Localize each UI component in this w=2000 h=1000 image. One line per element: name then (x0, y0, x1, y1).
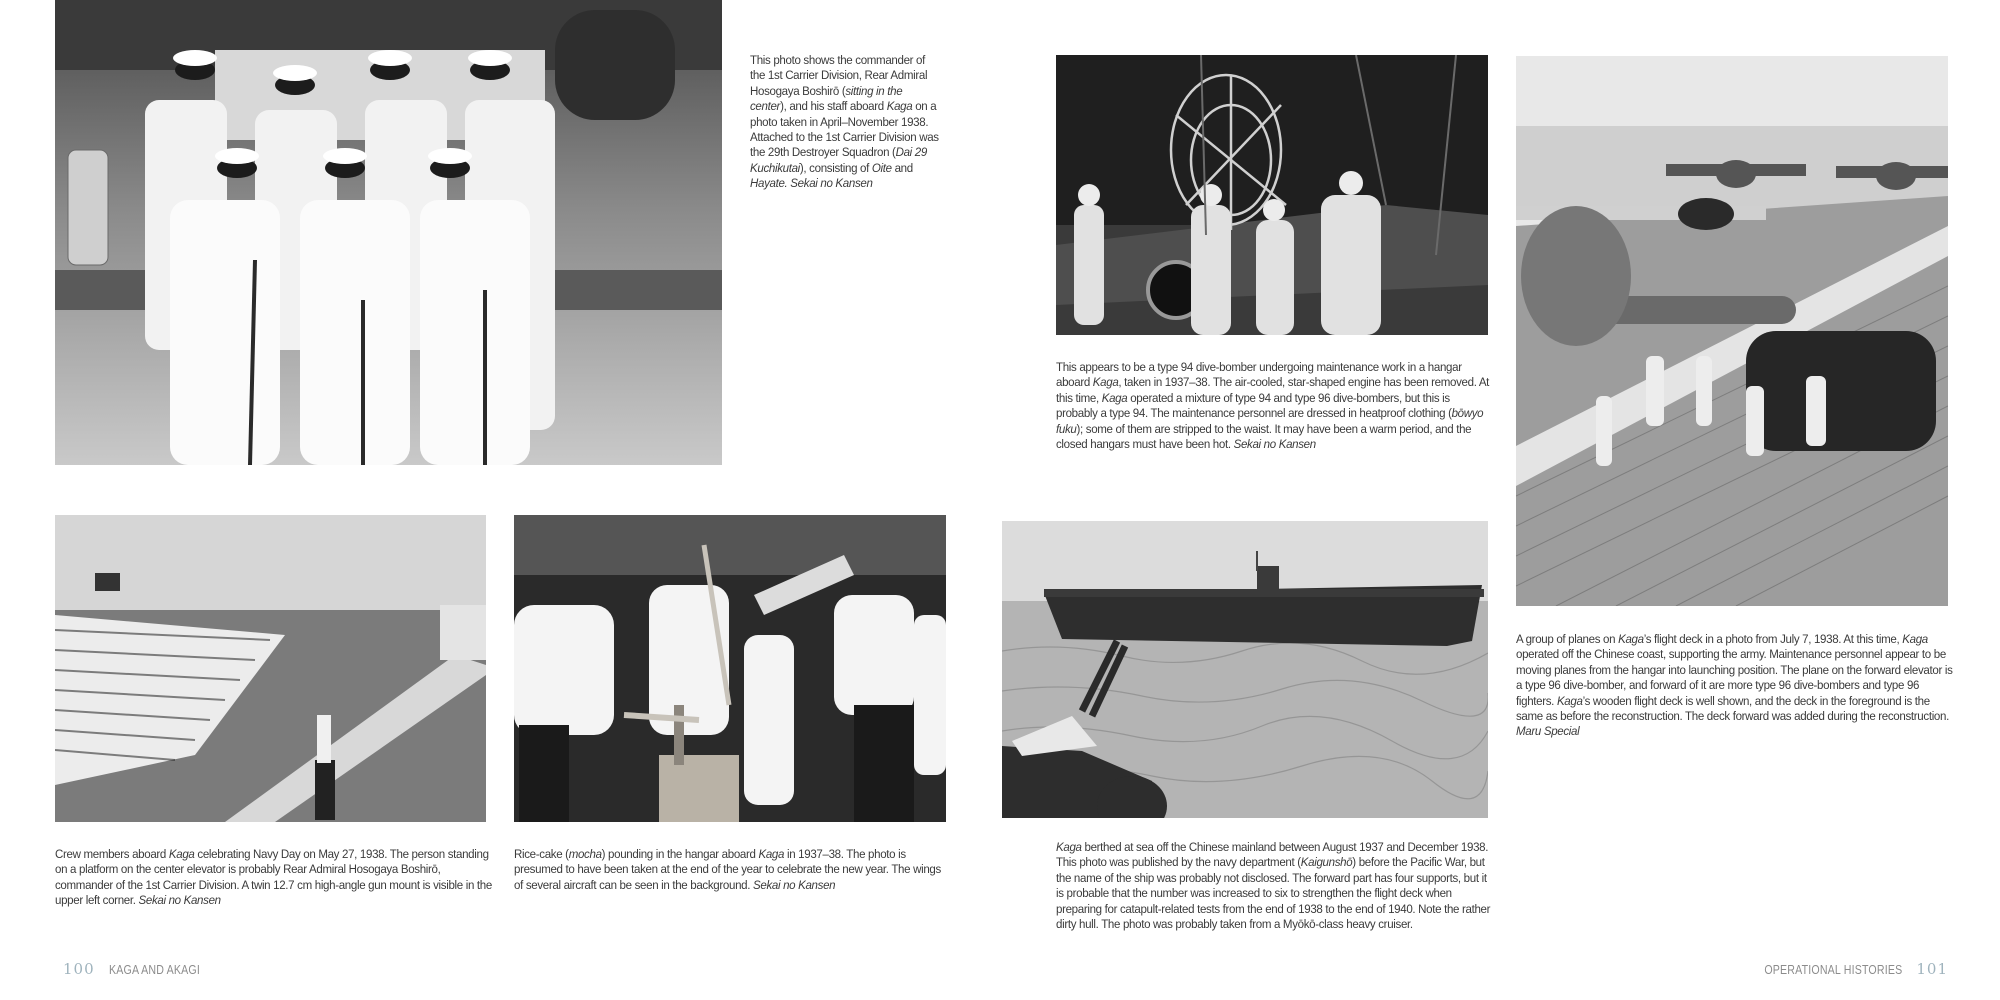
caption-text: in 1937–38. The photo is presumed to have been taken at the end of the year to celebrate the new year. The wings of several aircraft can be seen in the background. (514, 847, 941, 892)
running-head-left: KAGA AND AKAGI (108, 963, 200, 977)
caption-text: ), consisting of (799, 160, 872, 175)
photo-hangar (1056, 55, 1488, 335)
caption-italic: Maru Special (1516, 724, 1580, 739)
left-page-footer (63, 960, 216, 978)
caption-italic: Kaga (758, 847, 785, 861)
caption-navy-day (55, 847, 497, 909)
caption-italic: Kaga (1618, 632, 1644, 646)
page-number-left: 100 (63, 960, 95, 978)
page-number-right: 101 (1916, 960, 1948, 978)
navy-day-photo-graphic (55, 515, 486, 822)
caption-italic: sitting in the center (750, 83, 903, 114)
caption-italic: Kaga (1092, 375, 1119, 390)
caption-italic: Kaigunshō (1300, 855, 1353, 870)
caption-italic: Sekai no Kansen (1233, 437, 1316, 452)
ship-photo-graphic (1002, 521, 1488, 818)
caption-hangar (1056, 360, 1493, 452)
caption-text: Rice-cake ( (514, 847, 569, 861)
officers-photo-graphic (55, 0, 722, 465)
caption-italic: Hayate. Sekai no Kansen (750, 176, 873, 191)
caption-text: and (891, 160, 913, 175)
right-page-footer (1740, 960, 1948, 978)
caption-text: , taken in 1937–38. The air-cooled, star-shaped engine has been removed. At this time, (1056, 375, 1490, 405)
photo-officers (55, 0, 722, 465)
hangar-photo-graphic (1056, 55, 1488, 335)
caption-text: ) before the Pacific War, but the name of the ship was probably not disclosed. The forward part has four supports, but it is probable that the number was increased to six to strengthen the flight deck when preparing for catapult-related tests from the end of 1938 to the end of 1940. Note the rather dirty hull. The photo was probably taken from a Myōkō-class heavy cruiser. (1056, 855, 1491, 932)
caption-ship (1056, 840, 1493, 932)
caption-text: celebrating Navy Day on May 27, 1938. The person standing on a platform on the center elevator is probably Rear Admiral Hosogaya Boshirō, commander of the 1st Carrier Division. A twin 12.7 cm high-angle gun mount is visible in the upper left corner. (55, 847, 492, 908)
caption-italic: Sekai no Kansen (138, 893, 221, 908)
caption-italic: Kaga (1556, 693, 1583, 708)
caption-italic: Kaga (1902, 632, 1928, 646)
caption-italic: bōwyo fuku (1056, 406, 1484, 436)
caption-italic: Kaga (168, 847, 195, 861)
caption-text: This photo shows the commander of the 1st Carrier Division, Rear Admiral Hosogaya Boshirō ( (750, 53, 928, 98)
caption-italic: Dai 29 Kuchikutai (750, 145, 927, 175)
caption-italic: mocha (568, 847, 602, 861)
photo-navy-day (55, 515, 486, 822)
caption-text: ’s wooden flight deck is well shown, and the deck in the foreground is the same as before the reconstruction. The deck forward was added during the reconstruction. (1516, 693, 1949, 724)
running-head-right: OPERATIONAL HISTORIES (1764, 963, 1903, 977)
caption-text: This appears to be a type 94 dive-bomber undergoing maintenance work in a hangar aboard (1056, 360, 1462, 390)
caption-italic: Kaga (1056, 840, 1082, 854)
caption-officers (750, 53, 941, 192)
caption-text: Crew members aboard (55, 847, 169, 861)
rice-cake-photo-graphic (514, 515, 946, 822)
caption-rice-cake (514, 847, 951, 893)
photo-ship (1002, 521, 1488, 818)
caption-text: ’s flight deck in a photo from July 7, 1938. At this time, (1643, 632, 1903, 646)
caption-text: operated a mixture of type 94 and type 96 dive-bombers, but this is probably a type 94. The maintenance personnel are dressed in heatproof clothing ( (1056, 390, 1452, 421)
caption-text: on a photo taken in April–November 1938. Attached to the 1st Carrier Division was the 29th Destroyer Squadron ( (750, 99, 939, 160)
caption-italic: Oite (871, 160, 892, 175)
caption-text: ) pounding in the hangar aboard (601, 847, 759, 861)
photo-rice-cake (514, 515, 946, 822)
caption-flight-deck (1516, 632, 1953, 740)
caption-italic: Kaga (1101, 390, 1128, 405)
caption-text: berthed at sea off the Chinese mainland between August 1937 and December 1938. This photo was published by the navy department ( (1056, 840, 1489, 870)
caption-text: operated off the Chinese coast, supporting the army. Maintenance personnel appear to be moving planes from the hangar into launching position. The plane on the forward elevator is a type 96 dive-bomber, and forward of it are more type 96 dive-bombers and type 96 fighters. (1516, 647, 1953, 708)
caption-italic: Sekai no Kansen (752, 877, 836, 892)
caption-text: ), and his staff aboard (780, 99, 887, 114)
caption-italic: Kaga (886, 99, 913, 114)
caption-text: ); some of them are stripped to the waist. It may have been a warm period, and the closed hangars must have been hot. (1056, 421, 1472, 452)
caption-text: A group of planes on (1516, 632, 1619, 646)
photo-flight-deck (1516, 56, 1948, 606)
flight-deck-photo-graphic (1516, 56, 1948, 606)
